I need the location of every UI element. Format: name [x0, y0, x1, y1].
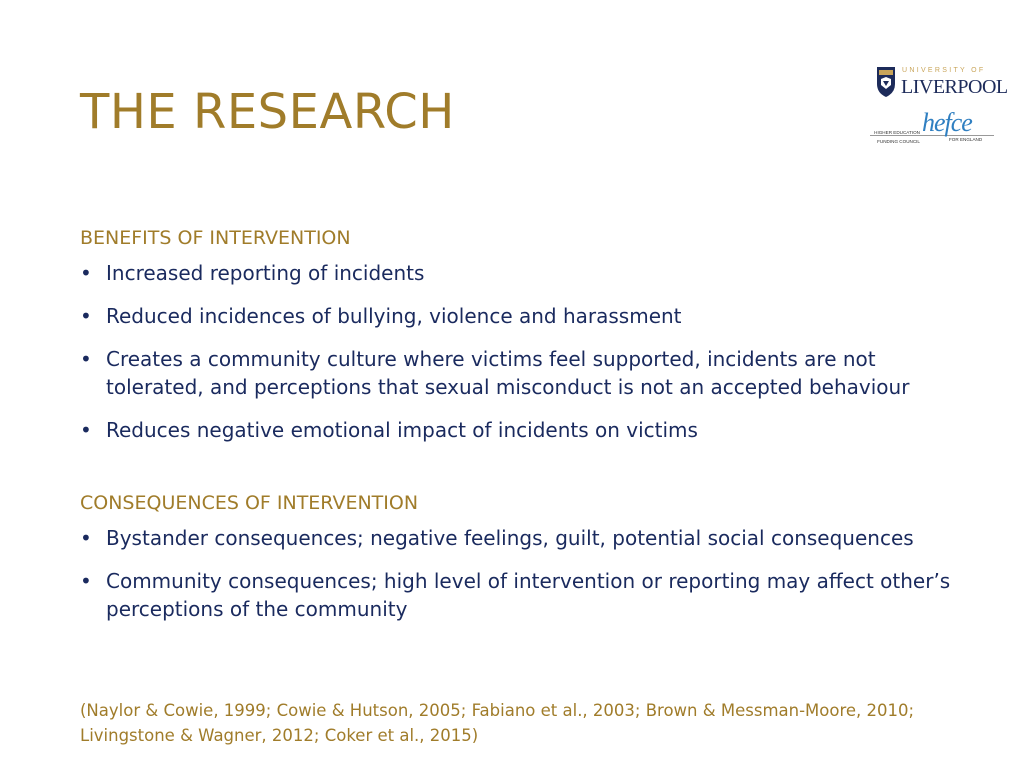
hefce-wordmark: hefce — [922, 108, 972, 137]
bullet-icon: • — [80, 304, 92, 328]
hefce-right-text: FOR ENGLAND — [949, 137, 983, 142]
list-item — [80, 259, 970, 287]
references-citation: (Naylor & Cowie, 1999; Cowie & Hutson, 2005; Fabiano et al., 2003; Brown & Messman-Moore, 2010; Livingstone & Wagner, 2012; Coker et al., 2015) — [80, 701, 915, 745]
hefce-left-line1: HIGHER EDUCATION — [874, 130, 920, 135]
university-crest-icon — [876, 66, 896, 98]
bullet-icon: • — [80, 261, 92, 285]
list-item — [80, 567, 970, 623]
list-item-text: Reduced incidences of bullying, violence and harassment — [106, 304, 682, 328]
bullet-icon: • — [80, 347, 92, 371]
benefits-list — [80, 259, 970, 444]
list-item-text: Bystander consequences; negative feelings, guilt, potential social consequences — [106, 526, 914, 550]
list-item — [80, 416, 970, 444]
university-of-liverpool-logo — [876, 66, 1008, 100]
list-item — [80, 302, 970, 330]
hefce-left-text — [870, 128, 920, 146]
slide-content — [80, 224, 970, 638]
logos — [870, 64, 1008, 156]
consequences-heading: CONSEQUENCES OF INTERVENTION — [80, 492, 419, 514]
list-item — [80, 524, 970, 552]
liverpool-large-text: LIVERPOOL — [901, 76, 1008, 98]
benefits-heading: BENEFITS OF INTERVENTION — [80, 227, 351, 249]
bullet-icon: • — [80, 418, 92, 442]
hefce-left-line2: FUNDING COUNCIL — [877, 139, 920, 144]
list-item-text: Increased reporting of incidents — [106, 261, 425, 285]
list-item-text: Community consequences; high level of intervention or reporting may affect other’s perceptions of the community — [106, 569, 951, 621]
bullet-icon: • — [80, 526, 92, 550]
hefce-logo — [870, 106, 994, 152]
list-item-text: Reduces negative emotional impact of incidents on victims — [106, 418, 698, 442]
liverpool-small-text: UNIVERSITY OF — [902, 67, 986, 74]
consequences-list — [80, 524, 970, 623]
section-spacer — [80, 459, 970, 489]
list-item-text: Creates a community culture where victims feel supported, incidents are not tolerated, and perceptions that sexual misconduct is not an accepted behaviour — [106, 347, 910, 399]
bullet-icon: • — [80, 569, 92, 593]
list-item — [80, 345, 970, 401]
slide-title: THE RESEARCH — [80, 84, 455, 140]
